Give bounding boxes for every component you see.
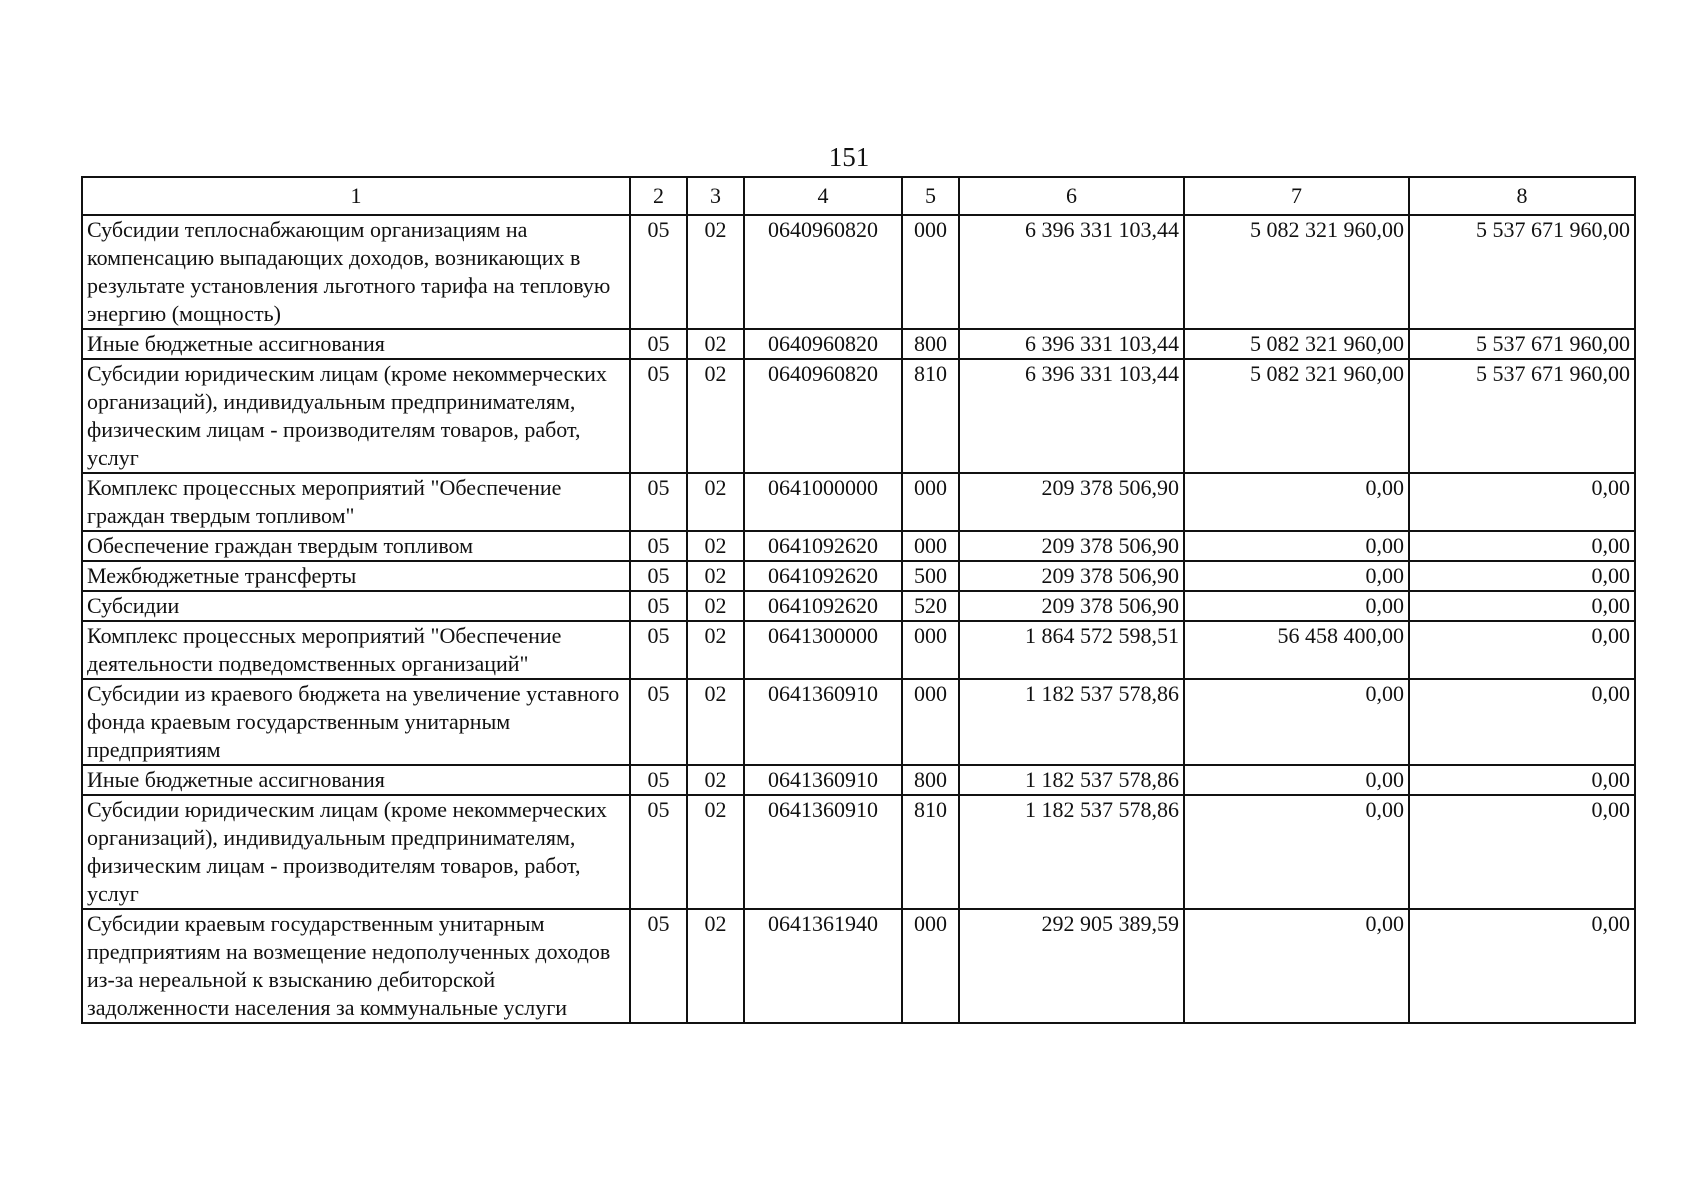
table-row [82,531,1635,561]
row-amount-col8: 5 537 671 960,00 [1409,215,1635,329]
header-cell-6: 6 [959,177,1184,215]
row-amount-col8: 0,00 [1409,795,1635,909]
row-name: Иные бюджетные ассигнования [82,329,630,359]
row-subsection: 02 [687,679,744,765]
row-expense-type: 800 [902,329,959,359]
row-amount-col6: 6 396 331 103,44 [959,359,1184,473]
row-amount-col7: 0,00 [1184,765,1409,795]
row-amount-col6: 6 396 331 103,44 [959,329,1184,359]
row-amount-col6: 1 864 572 598,51 [959,621,1184,679]
table-row [82,561,1635,591]
row-subsection: 02 [687,621,744,679]
row-subsection: 02 [687,765,744,795]
table-row [82,795,1635,909]
row-subsection: 02 [687,591,744,621]
row-amount-col7: 56 458 400,00 [1184,621,1409,679]
row-amount-col7: 0,00 [1184,679,1409,765]
row-expense-type: 000 [902,215,959,329]
row-section: 05 [630,561,687,591]
row-amount-col7: 0,00 [1184,591,1409,621]
table-row [82,909,1635,1023]
row-name: Комплекс процессных мероприятий "Обеспечение деятельности подведомственных организаций" [82,621,630,679]
row-expense-type: 800 [902,765,959,795]
row-amount-col8: 0,00 [1409,591,1635,621]
row-amount-col6: 209 378 506,90 [959,531,1184,561]
row-name: Субсидии [82,591,630,621]
row-section: 05 [630,215,687,329]
row-subsection: 02 [687,795,744,909]
row-expense-type: 500 [902,561,959,591]
row-expense-type: 000 [902,531,959,561]
row-target-article: 0641300000 [744,621,902,679]
row-amount-col7: 0,00 [1184,909,1409,1023]
row-section: 05 [630,359,687,473]
header-cell-5: 5 [902,177,959,215]
row-target-article: 0641092620 [744,561,902,591]
table-row [82,215,1635,329]
header-cell-4: 4 [744,177,902,215]
header-row [82,177,1635,215]
row-expense-type: 810 [902,359,959,473]
header-cell-1: 1 [82,177,630,215]
header-cell-2: 2 [630,177,687,215]
row-amount-col8: 0,00 [1409,621,1635,679]
row-name: Межбюджетные трансферты [82,561,630,591]
row-expense-type: 000 [902,679,959,765]
row-expense-type: 000 [902,473,959,531]
table-row [82,765,1635,795]
row-amount-col8: 5 537 671 960,00 [1409,359,1635,473]
row-name: Субсидии из краевого бюджета на увеличение уставного фонда краевым государственным унитарным предприятиям [82,679,630,765]
row-amount-col8: 0,00 [1409,679,1635,765]
row-amount-col6: 209 378 506,90 [959,473,1184,531]
row-section: 05 [630,591,687,621]
header-cell-8: 8 [1409,177,1635,215]
row-amount-col6: 292 905 389,59 [959,909,1184,1023]
row-subsection: 02 [687,561,744,591]
row-amount-col8: 5 537 671 960,00 [1409,329,1635,359]
row-amount-col7: 5 082 321 960,00 [1184,329,1409,359]
row-expense-type: 810 [902,795,959,909]
row-name: Субсидии краевым государственным унитарным предприятиям на возмещение недополученных доходов из-за нереальной к взысканию дебиторской задолженности населения за коммунальные услуги [82,909,630,1023]
row-amount-col7: 0,00 [1184,531,1409,561]
row-amount-col8: 0,00 [1409,531,1635,561]
row-amount-col8: 0,00 [1409,561,1635,591]
table-row [82,621,1635,679]
row-amount-col6: 209 378 506,90 [959,561,1184,591]
row-subsection: 02 [687,329,744,359]
row-name: Субсидии теплоснабжающим организациям на компенсацию выпадающих доходов, возникающих в результате установления льготного тарифа на тепловую энергию (мощность) [82,215,630,329]
row-target-article: 0641092620 [744,531,902,561]
row-target-article: 0641360910 [744,765,902,795]
row-expense-type: 520 [902,591,959,621]
table-row [82,473,1635,531]
row-amount-col7: 0,00 [1184,473,1409,531]
row-section: 05 [630,531,687,561]
header-cell-7: 7 [1184,177,1409,215]
row-expense-type: 000 [902,909,959,1023]
row-amount-col6: 6 396 331 103,44 [959,215,1184,329]
row-name: Обеспечение граждан твердым топливом [82,531,630,561]
row-section: 05 [630,765,687,795]
row-name: Субсидии юридическим лицам (кроме некоммерческих организаций), индивидуальным предпринимателям, физическим лицам - производителям товаров, работ, услуг [82,359,630,473]
row-section: 05 [630,473,687,531]
row-amount-col6: 1 182 537 578,86 [959,765,1184,795]
row-target-article: 0640960820 [744,215,902,329]
row-amount-col8: 0,00 [1409,473,1635,531]
row-section: 05 [630,795,687,909]
row-amount-col7: 5 082 321 960,00 [1184,359,1409,473]
row-subsection: 02 [687,359,744,473]
row-amount-col8: 0,00 [1409,765,1635,795]
row-name: Комплекс процессных мероприятий "Обеспечение граждан твердым топливом" [82,473,630,531]
row-section: 05 [630,909,687,1023]
row-amount-col6: 209 378 506,90 [959,591,1184,621]
row-target-article: 0641360910 [744,795,902,909]
row-target-article: 0641360910 [744,679,902,765]
row-target-article: 0641092620 [744,591,902,621]
budget-table [81,176,1636,1024]
row-amount-col6: 1 182 537 578,86 [959,679,1184,765]
page-number: 151 [828,142,870,172]
row-target-article: 0641000000 [744,473,902,531]
row-subsection: 02 [687,531,744,561]
row-amount-col7: 0,00 [1184,795,1409,909]
row-section: 05 [630,679,687,765]
row-section: 05 [630,329,687,359]
row-amount-col7: 0,00 [1184,561,1409,591]
row-subsection: 02 [687,473,744,531]
row-target-article: 0640960820 [744,359,902,473]
header-cell-3: 3 [687,177,744,215]
row-amount-col6: 1 182 537 578,86 [959,795,1184,909]
row-target-article: 0641361940 [744,909,902,1023]
table-row [82,329,1635,359]
row-subsection: 02 [687,909,744,1023]
row-amount-col7: 5 082 321 960,00 [1184,215,1409,329]
row-subsection: 02 [687,215,744,329]
row-amount-col8: 0,00 [1409,909,1635,1023]
table-row [82,679,1635,765]
row-name: Субсидии юридическим лицам (кроме некоммерческих организаций), индивидуальным предпринимателям, физическим лицам - производителям товаров, работ, услуг [82,795,630,909]
row-section: 05 [630,621,687,679]
row-name: Иные бюджетные ассигнования [82,765,630,795]
row-expense-type: 000 [902,621,959,679]
table-row [82,591,1635,621]
row-target-article: 0640960820 [744,329,902,359]
table-row [82,359,1635,473]
